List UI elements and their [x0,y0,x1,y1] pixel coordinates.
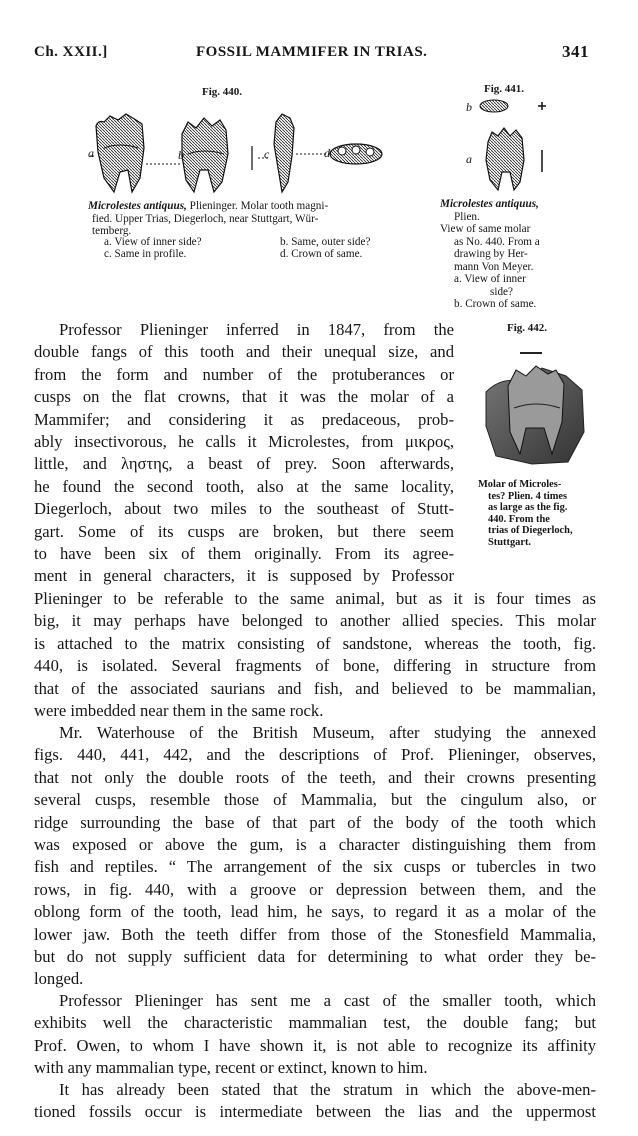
text-line: ably insectivorous, he calls it Microlestes, from μικρος, [34,432,454,452]
fig-440-illustration [84,108,394,196]
fig-440-legend-c: c. Same in profile. [104,248,187,260]
fig-441-letter-b: b [466,100,472,114]
fig-441-caption-line: drawing by Her- [454,248,528,260]
fig-442-caption-line: as large as the fig. [488,502,568,513]
text-line: oblong form of the tooth, lead him, he says, to regard it as a molar of the [34,902,596,922]
text-line: Prof. Owen, to whom I have shown it, is not able to recognize its affinity [34,1035,596,1055]
fig-441-caption-line: as No. 440. From a [454,235,540,248]
text-line: from the form and number of the protuberances or [34,364,454,384]
fig-441-caption-line: mann Von Meyer. [454,260,534,273]
text-line: exhibits well the characteristic mammalian test, the double fang; but [34,1013,596,1033]
fig-441-caption [440,198,570,311]
fig-440-letter-b: b [178,148,184,162]
fig-441-label: Fig. 441. [484,83,525,95]
text-line: Diegerloch, about two miles to the southeast of Stutt- [34,499,454,519]
chapter-heading: Ch. XXII.] [34,44,108,60]
text-line: longed. [34,969,84,989]
text-line: double fangs of this tooth and their unequal size, and [34,342,454,362]
running-title: FOSSIL MAMMIFER IN TRIAS. [196,44,428,60]
text-line: but do not supply sufficient data for determining to what order they be- [34,947,596,967]
paragraph-4 [34,1079,596,1124]
tooth-d-drawing [330,144,382,164]
fig-442-caption [478,479,596,548]
fig-440-caption-line: temberg. [92,225,132,237]
fig-441-caption-line: Plien. [454,210,480,223]
text-line: 440, is isolated. Several fragments of bone, differing in structure from [34,656,596,676]
text-line: rows, in fig. 440, with a groove or depression between them, and the [34,879,596,899]
fig-442-caption-line: trias of Diegerloch, [488,525,573,536]
paragraph-1-full [34,588,596,722]
paragraph-3 [34,990,596,1080]
fig-441-caption-line: b. Crown of same. [454,298,537,310]
paragraph-2 [34,722,596,991]
text-line: ment in general characters, it is supposed by Professor [34,566,454,586]
text-line: ridge surrounding the base of that part of the body of the tooth which [34,812,596,832]
text-line: with any mammalian type, recent or extinct, known to him. [34,1058,428,1078]
fig-442-caption-line: Stuttgart. [488,536,531,548]
fig-440-label: Fig. 440. [202,86,243,98]
text-line: were imbedded near them in the same rock. [34,701,324,721]
fig-440-letter-c: c [264,147,270,161]
text-line: Mammifer; and considering it as predaceous, prob- [34,409,454,429]
text-line: gart. Some of its cusps are broken, but there seem [34,521,454,541]
tooth-b-drawing [182,118,228,192]
fig-442-caption-line: 440. From the [488,513,550,525]
fig-441-caption-line: a. View of inner [454,273,526,285]
paragraph-1-narrow [34,319,454,588]
text-line: Professor Plieninger inferred in 1847, from the [59,320,454,339]
text-line: cusps on the flat crowns, that it was the molar of a [34,387,454,407]
text-line: Professor Plieninger has sent me a cast of the smaller tooth, which [59,991,596,1010]
text-line: he found the second tooth, also at the same locality, [34,476,454,496]
fig-441-letter-a: a [466,152,472,166]
text-line: lower jaw. Both the teeth differ from those of the Stonesfield Mammalia, [34,924,596,944]
text-line: that not only the double roots of the teeth, and their crowns presenting [34,767,596,787]
text-line: It has already been stated that the stratum in which the above-men- [59,1080,596,1099]
tooth-a-drawing [96,114,144,192]
fig-440-legend-b: b. Same, outer side? [280,236,371,248]
fig-441-caption-line: Microlestes antiquus, [440,198,539,210]
tooth-c-drawing [274,114,294,192]
text-line: several cusps, resemble those of Mammalia, but the cingulum also, or [34,790,596,810]
fig-440-legend-a: a. View of inner side? [104,236,202,248]
fig-442-scale-bar [520,352,542,354]
text-line: Plieninger to be referable to the same animal, but as it is four times as [34,589,596,608]
fig-442-label: Fig. 442. [507,322,548,334]
fig-442-caption-line: tes? Plien. 4 times [488,490,568,502]
fig-440-caption-line: fied. Upper Trias, Diegerloch, near Stuttgart, Wür- [92,212,319,225]
text-line: Mr. Waterhouse of the British Museum, after studying the annexed [59,723,596,742]
text-line: that of the associated saurians and fish, and believed to be mammalian, [34,678,596,698]
text-line: is attached to the matrix consisting of sandstone, whereas the tooth, fig. [34,633,596,653]
text-line: little, and ληστης, a beast of prey. Soon afterwards, [34,454,454,474]
fig-440-letter-d: d [324,146,330,160]
fig-441-caption-line: View of same molar [440,223,531,235]
fig-442-illustration [482,362,588,466]
text-line: was exposed or above the gum, is a character distinguishing them from [34,835,596,855]
text-line: fish and reptiles. “ The arrangement of the six cusps or tubercles in two [34,857,596,877]
fig-442-caption-line: Molar of Microles- [478,479,562,490]
fig-440-legend-d: d. Crown of same. [280,248,363,260]
page-number: 341 [562,42,589,61]
fig-440-caption [88,200,406,238]
fig-441-illustration [476,96,566,196]
fig-440-letter-a: a [88,146,94,160]
text-line: figs. 440, 441, 442, and the descriptions of Prof. Plieninger, observes, [34,745,596,765]
fig-440-caption-line: Microlestes antiquus, Plieninger. Molar tooth magni- [88,200,329,212]
fig-441-caption-line: side? [490,285,513,298]
text-line: to have been six of them originally. From its agree- [34,544,454,564]
text-line: big, it may perhaps have belonged to another allied species. This molar [34,611,596,631]
text-line: tioned fossils occur is intermediate between the lias and the uppermost [34,1102,596,1122]
